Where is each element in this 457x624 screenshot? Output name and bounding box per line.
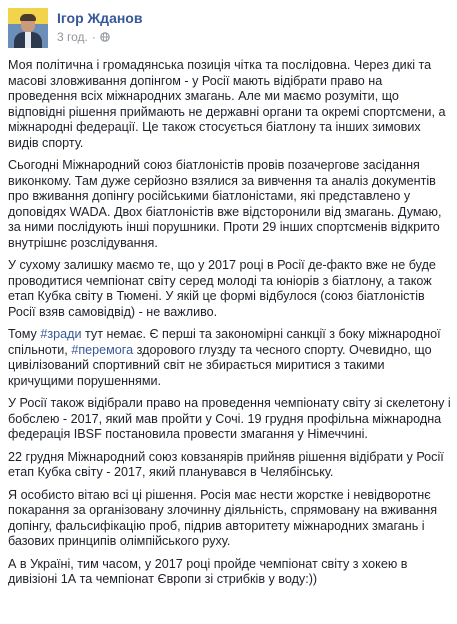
paragraph-text: А в Україні, тим часом, у 2017 році пройде чемпіонат світу з хокею в дивізіоні 1А та чемпіонат Європи зі стрибків у воду:)) xyxy=(8,556,408,586)
post-paragraph xyxy=(8,327,451,389)
meta-separator: · xyxy=(91,30,96,44)
paragraph-text: 22 грудня Міжнародний союз ковзанярів прийняв рішення відібрати у Росії етап Кубка світу - 2017, який планувався в Челябінську. xyxy=(8,449,444,479)
post-paragraph xyxy=(8,396,451,443)
post-paragraph xyxy=(8,557,451,588)
paragraph-text: Моя політична і громадянська позиція чітка та послідовна. Через дикі та масові зловживання допінгом - у Росії мають відібрати право на проведення всіх міжнародних змагань. Але ми маємо розуміти, що відповідні рішення приймають не державні органи та окремі спортсмени, а міжнародні федерації. Це також стосується біатлону та інших зимових видів спорту. xyxy=(8,58,446,150)
paragraph-text: Тому xyxy=(8,327,41,341)
hashtag-link[interactable]: #зради xyxy=(40,327,82,341)
avatar[interactable] xyxy=(8,8,48,48)
post-timestamp[interactable]: 3 год. xyxy=(57,30,88,44)
paragraph-text: тут немає. Є перші та закономірні санкції з боку міжнародної спільноти, xyxy=(8,327,441,357)
post-paragraph xyxy=(8,58,451,151)
hashtag-link[interactable]: #перемога xyxy=(71,342,134,357)
paragraph-text: Я особисто вітаю всі ці рішення. Росія має нести жорстке і невідворотнє покарання за організовану злочинну діяльність, спрямовану на вживання допінгу, фальсифікацію проб, підрив авторитету міжнародних змагань і базових принципів олімпійського руху. xyxy=(8,487,438,548)
paragraph-text: здорового глузду та чесного спорту. Очевидно, що цивілізований спортивний світ не збирається миритися з такими кричущими порушеннями. xyxy=(8,342,432,388)
author-name[interactable]: Ігор Жданов xyxy=(57,10,143,26)
paragraph-text: У сухому залишку маємо те, що у 2017 році в Росії де-факто вже не буде проводитися чемпіонат світу серед молоді та юніорів з біатлону, а також етап Кубка світу в Тюмені. У якій це формі відбулося (союз біатлоністів Росії взяв самовідвід) - не важливо. xyxy=(8,258,436,319)
post-paragraph xyxy=(8,488,451,550)
post-header xyxy=(8,8,142,48)
post-paragraph xyxy=(8,450,451,481)
post-paragraph xyxy=(8,258,451,320)
post-meta xyxy=(57,8,142,45)
paragraph-text: У Росії також відібрали право на проведення чемпіонату світу зі скелетону і бобслею - 2017, який мав пройти у Сочі. 19 грудня профільна міжнародна федерація IBSF постановила провести змагання у Німеччині. xyxy=(8,396,451,441)
post-paragraph xyxy=(8,158,451,251)
globe-icon[interactable] xyxy=(100,32,110,42)
paragraph-text: Сьогодні Міжнародний союз біатлоністів провів позачергове засідання виконкому. Там дуже серйозно взялися за вивчення та аналіз документів про вживання допінгу російськими біатлоністами, які представлено у доповідях WADA. Двох біатлоністів вже відсторонили від змагань. Думаю, за ними послідують інші порушники. Проти 29 інших спортсменів відкрито внутрішнє розслідування. xyxy=(8,158,442,250)
post-body xyxy=(8,58,451,595)
post-subline xyxy=(57,29,142,45)
